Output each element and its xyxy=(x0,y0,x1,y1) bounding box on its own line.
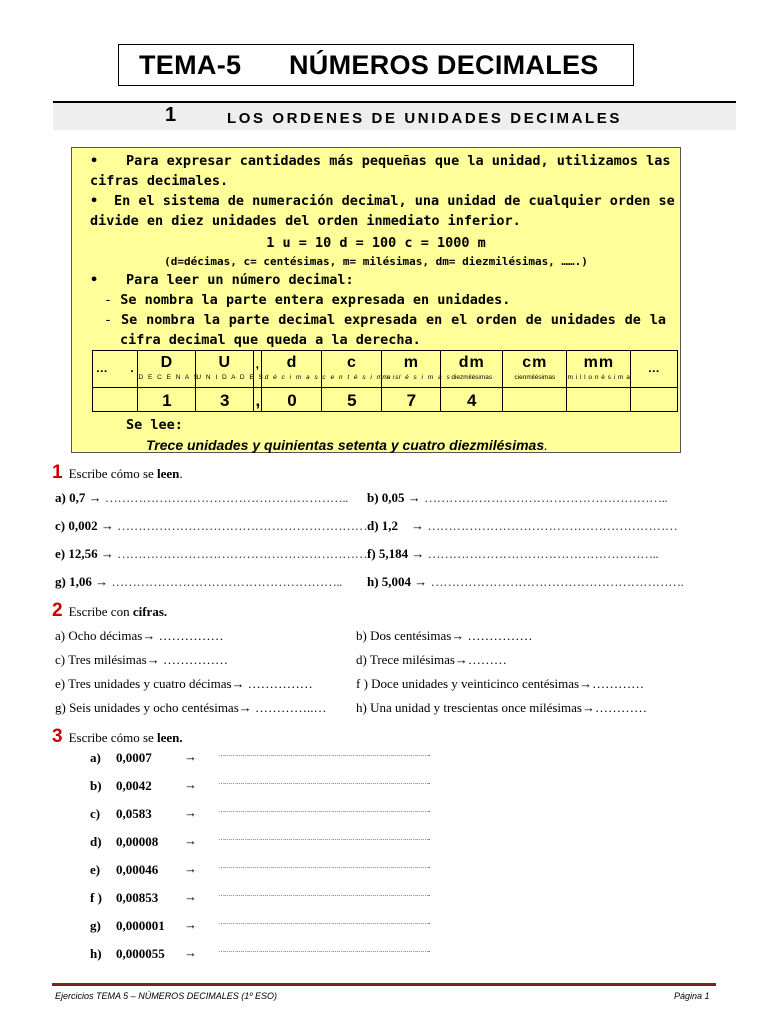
exercise-1-number: 1 xyxy=(52,462,63,483)
arrow-icon: → xyxy=(184,749,197,764)
footer-page: Página 1 xyxy=(674,991,710,1001)
place-value-table xyxy=(92,350,678,412)
ex2-item-g: g) Seis unidades y ocho centésimas→ …………..… xyxy=(55,700,327,715)
arrow-icon: → xyxy=(184,861,197,876)
ex2-item-e: e) Tres unidades y cuatro décimas→ …………… xyxy=(55,676,313,691)
info-p3-b-line2: cifra decimal que queda a la derecha. xyxy=(120,332,421,348)
col-cienmilesimas: cm cienmilésimas xyxy=(503,351,567,388)
col-decimas: d d é c i m a s xyxy=(262,351,322,388)
info-p2-line1: • En el sistema de numeración decimal, una unidad de cualquier orden se xyxy=(90,193,675,209)
bullet-icon: • xyxy=(90,153,99,169)
title-box xyxy=(118,44,634,86)
info-p3: • Para leer un número decimal: xyxy=(90,272,354,288)
exercise-2-header: 2 Escribe con cifras. xyxy=(52,600,168,621)
digit-cienmilesimas xyxy=(503,388,567,412)
title-tema: TEMA-5 xyxy=(139,50,242,80)
digit-cell xyxy=(631,388,678,412)
digit-cell xyxy=(93,388,138,412)
reading-example: Trece unidades y quinientas setenta y cuatro diezmilésimas. xyxy=(146,437,549,453)
digit-centesimas: 5 xyxy=(322,388,382,412)
equivalence: 1 u = 10 d = 100 c = 1000 m xyxy=(266,235,486,251)
arrow-icon: → xyxy=(184,777,197,792)
info-p2-line2: divide en diez unidades del orden inmediato inferior. xyxy=(90,213,521,229)
digit-milesimas: 7 xyxy=(382,388,441,412)
ex2-item-c: c) Tres milésimas→ …………… xyxy=(55,652,228,667)
footer-rule xyxy=(52,983,716,986)
exercise-1-header: 1 Escribe cómo se leen. xyxy=(52,462,183,483)
col-decenas: D D E C E N A S xyxy=(138,351,196,388)
digit-millonesimas xyxy=(567,388,631,412)
info-p1-line1: • Para expresar cantidades más pequeñas que la unidad, utilizamos las xyxy=(90,153,671,169)
bullet-icon: • xyxy=(90,272,99,288)
se-lee-label: Se lee: xyxy=(126,417,183,433)
digit-comma: , xyxy=(254,388,262,412)
section-number: 1 xyxy=(165,104,177,126)
info-p3-b-line1: - Se nombra la parte decimal expresada en el orden de unidades de la xyxy=(104,312,666,328)
ex2-item-f: f ) Doce unidades y veinticinco centésimas→………… xyxy=(356,676,645,691)
ex2-item-h: h) Una unidad y trescientas once milésimas→………… xyxy=(356,700,647,715)
ellipsis-left-cell: … . xyxy=(93,351,138,388)
comma-cell: , xyxy=(254,351,262,388)
ex1-item-b: b) 0,05 → ………………………………………………….. xyxy=(367,490,668,505)
ex1-item-e: e) 12,56 → ……………………………………………………. xyxy=(55,546,370,561)
info-p3-a: - Se nombra la parte entera expresada en unidades. xyxy=(104,292,511,308)
ex2-item-d: d) Trece milésimas→……… xyxy=(356,652,507,667)
ex2-item-b: b) Dos centésimas→ …………… xyxy=(356,628,533,643)
ex1-item-h: h) 5,004 → ……………………………………………………. xyxy=(367,574,684,589)
footer-left: Ejercicios TEMA 5 – NÚMEROS DECIMALES (1º ESO) xyxy=(55,991,277,1001)
digit-decimas: 0 xyxy=(262,388,322,412)
ex1-item-a: a) 0,7 → ………………………………………………….. xyxy=(55,490,348,505)
arrow-icon: → xyxy=(184,889,197,904)
exercise-3-number: 3 xyxy=(52,726,63,747)
abbreviations: (d=décimas, c= centésimas, m= milésimas, dm= diezmilésimas, …….) xyxy=(164,255,588,268)
exercise-3-header: 3 Escribe cómo se leen. xyxy=(52,726,183,747)
title-topic: NÚMEROS DECIMALES xyxy=(289,50,599,80)
ellipsis-right-cell: … xyxy=(631,351,678,388)
section-title: LOS ORDENES DE UNIDADES DECIMALES xyxy=(227,110,622,127)
bullet-icon: • xyxy=(90,193,99,209)
section-header xyxy=(53,101,736,130)
ex1-item-g: g) 1,06 → ……………………………………………….. xyxy=(55,574,342,589)
col-unidades: U U N I D A D E S xyxy=(196,351,254,388)
exercise-2-number: 2 xyxy=(52,600,63,621)
arrow-icon: → xyxy=(184,805,197,820)
digit-unidades: 3 xyxy=(196,388,254,412)
col-diezmilesimas: dm diezmilésimas xyxy=(441,351,503,388)
col-centesimas: c c e n t é s i m a s xyxy=(322,351,382,388)
arrow-icon: → xyxy=(184,917,197,932)
ex1-item-f: f) 5,184 → ……………………………………………….. xyxy=(367,546,659,561)
info-box xyxy=(71,147,681,453)
digit-diezmilesimas: 4 xyxy=(441,388,503,412)
arrow-icon: → xyxy=(184,833,197,848)
ex1-item-c: c) 0,002 → ……………………………………………………. xyxy=(55,518,370,533)
arrow-icon: → xyxy=(184,945,197,960)
col-millonesimas: mm m i l l o n é s i m a xyxy=(567,351,631,388)
col-milesimas: m m i l é s i m a s xyxy=(382,351,441,388)
digit-decenas: 1 xyxy=(138,388,196,412)
ex2-item-a: a) Ocho décimas→ …………… xyxy=(55,628,224,643)
info-p1-line2: cifras decimales. xyxy=(90,173,229,189)
ex1-item-d: d) 1,2 → …………………………………………………… xyxy=(367,518,678,533)
